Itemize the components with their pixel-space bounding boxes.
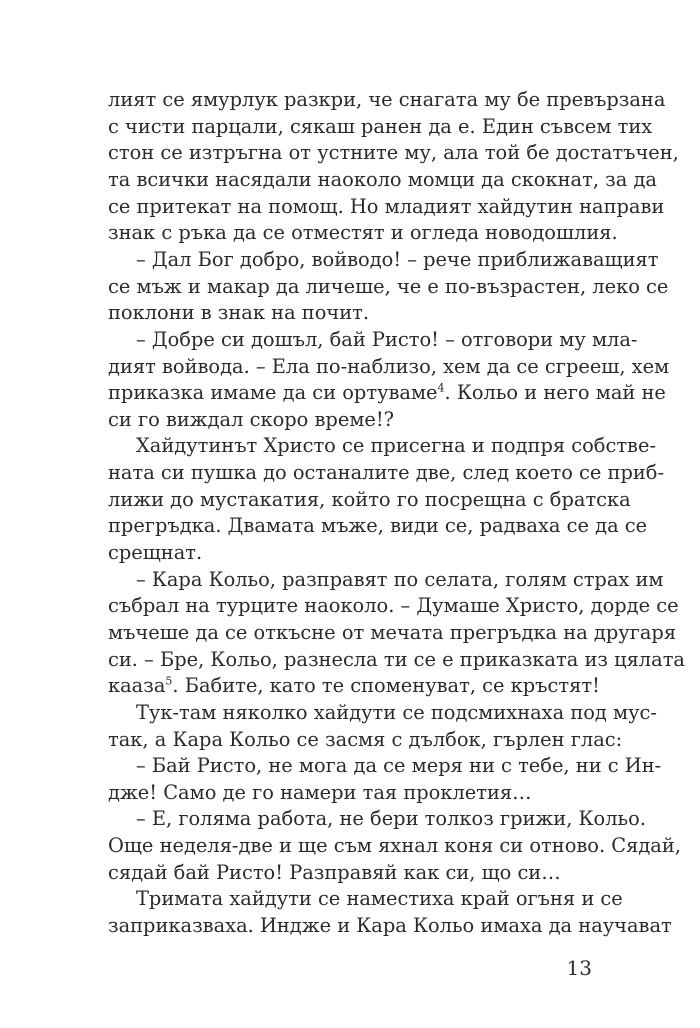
- text-line: лият се ямурлук разкри, че снагата му бе превързана: [108, 88, 666, 111]
- text-line: си. – Бре, Кольо, разнесла ти се е приказката из цялата: [108, 647, 685, 671]
- text-fragment: приказка имаме да си ортуваме: [108, 381, 438, 405]
- text-line: Още неделя-две и ще съм яхнал коня си отново. Сядай,: [108, 834, 681, 858]
- footnote-marker: 5: [165, 674, 173, 688]
- text-line: [108, 380, 666, 406]
- text-line: [108, 673, 600, 699]
- text-line: та всички насядали наоколо момци да скокнат, за да: [108, 167, 657, 191]
- text-line: – Бай Ристо, не мога да се меря ни с тебе, ни с Ин-: [136, 754, 662, 778]
- text-line: поклони в знак на почит.: [108, 301, 370, 325]
- text-line: – Добре си дошъл, бай Ристо! – отговори му мла-: [136, 327, 638, 351]
- text-fragment: . Кольо и него май не: [444, 381, 666, 405]
- text-line: так, а Кара Кольо се засмя с дълбок, гърлен глас:: [108, 727, 623, 751]
- text-fragment: . Бабите, като те споменуват, се кръстят!: [172, 674, 600, 698]
- text-line: стон се изтръгна от устните му, ала той бе достатъчен,: [108, 141, 679, 165]
- text-line: мъчеше да се откъсне от мечата прегръдка на другаря: [108, 620, 677, 644]
- text-line: дже! Само де го намери тая проклетия…: [108, 780, 532, 804]
- text-line: с чисти парцали, сякаш ранен да е. Един съвсем тих: [108, 114, 653, 138]
- text-line: Тримата хайдути се наместиха край огъня и се: [136, 887, 623, 911]
- text-line: прегръдка. Двамата мъже, види се, радваха се да се: [108, 514, 648, 538]
- text-line: дият войвода. – Ела по-наблизо, хем да се сгрееш, хем: [108, 354, 670, 378]
- text-line: се притекат на помощ. Но младият хайдутин направи: [108, 194, 665, 218]
- text-line: лижи до мустакатия, който го посрещна с братска: [108, 487, 631, 511]
- footnote-marker: 4: [437, 381, 445, 395]
- text-line: Тук-там няколко хайдути се подсмихнаха под мус-: [136, 700, 657, 724]
- text-line: събрал на турците наоколо. – Думаше Христо, дорде се: [108, 594, 679, 618]
- text-line: се мъж и макар да личеше, че е по-възрастен, леко се: [108, 274, 669, 298]
- text-line: – Кара Кольо, разправят по селата, голям страх им: [136, 567, 664, 591]
- text-line: заприказваха. Индже и Кара Кольо имаха да научават: [108, 914, 672, 937]
- text-line: знак с ръка да се отместят и огледа новодошлия.: [108, 221, 618, 245]
- text-line: – Е, голяма работа, не бери толкоз грижи, Кольо.: [136, 807, 646, 831]
- text-line: ната си пушка до останалите две, след което се приб-: [108, 461, 665, 484]
- text-fragment: кааза: [108, 674, 166, 698]
- text-line: Хайдутинът Христо се присегна и подпря собстве-: [136, 434, 657, 458]
- text-line: сядай бай Ристо! Разправяй как си, що си…: [108, 860, 561, 884]
- text-line: си го виждал скоро време!?: [108, 407, 395, 431]
- page-number: 13: [566, 956, 592, 980]
- text-line: срещнат.: [108, 541, 203, 564]
- text-line: – Дал Бог добро, войводо! – рече приближаващият: [136, 247, 659, 271]
